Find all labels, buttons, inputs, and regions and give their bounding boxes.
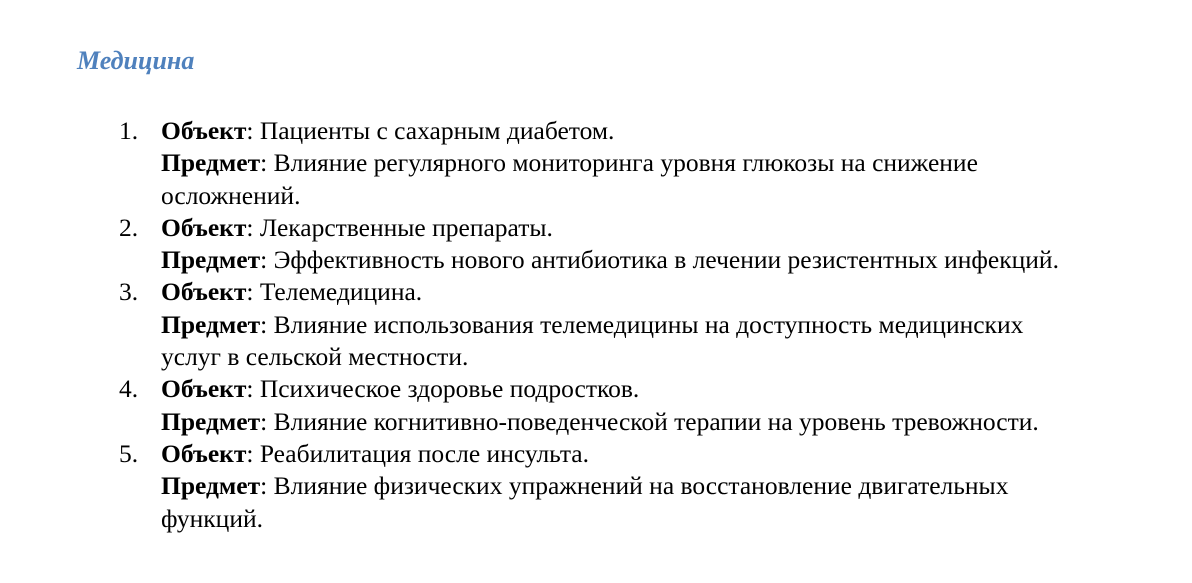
list-item-number: 2. (119, 212, 139, 242)
object-text: : Лекарственные препараты. (246, 212, 553, 242)
list-item (0, 373, 1192, 438)
list-item-number: 1. (119, 116, 139, 145)
object-text: : Пациенты с сахарным диабетом. (246, 116, 615, 145)
subject-text: : Влияние использования телемедицины на доступность медицинских (260, 309, 1024, 339)
object-text: : Психическое здоровье подростков. (246, 374, 640, 404)
section-heading: Медицина (77, 46, 195, 75)
subject-label: Предмет (161, 245, 261, 275)
subject-label: Предмет (161, 148, 261, 178)
list-item (0, 115, 1192, 212)
list-item-number: 3. (119, 277, 139, 307)
subject-text: : Влияние физических упражнений на восстановление двигательных (260, 471, 1009, 501)
subject-line (161, 147, 1192, 179)
object-label: Объект (161, 212, 247, 242)
subject-line (161, 406, 1192, 438)
object-label: Объект (161, 277, 247, 307)
list-item (0, 438, 1192, 535)
list-item (0, 276, 1192, 373)
object-label: Объект (161, 116, 247, 145)
object-line (161, 115, 1192, 147)
subject-label: Предмет (161, 406, 261, 436)
list-item-number: 4. (119, 374, 139, 404)
subject-label: Предмет (161, 471, 261, 501)
object-line (161, 276, 1192, 308)
object-subject-list (0, 115, 1192, 535)
subject-text-continuation: услуг в сельской местности. (161, 342, 469, 372)
object-label: Объект (161, 438, 247, 468)
object-label: Объект (161, 374, 247, 404)
subject-label: Предмет (161, 309, 261, 339)
subject-text: : Влияние когнитивно-поведенческой терапии на уровень тревожности. (260, 406, 1039, 436)
subject-text: : Влияние регулярного мониторинга уровня глюкозы на снижение (260, 148, 978, 178)
subject-text-continuation: функций. (161, 503, 263, 533)
subject-line (161, 470, 1192, 502)
subject-text-continuation: осложнений. (161, 180, 301, 210)
object-line (161, 212, 1192, 244)
object-text: : Телемедицина. (246, 277, 423, 307)
subject-line (161, 244, 1192, 276)
list-item (0, 212, 1192, 277)
subject-line (161, 309, 1192, 341)
subject-text: : Эффективность нового антибиотика в лечении резистентных инфекций. (260, 245, 1059, 275)
object-line (161, 438, 1192, 470)
list-item-number: 5. (119, 438, 139, 468)
object-line (161, 373, 1192, 405)
object-text: : Реабилитация после инсульта. (246, 438, 589, 468)
